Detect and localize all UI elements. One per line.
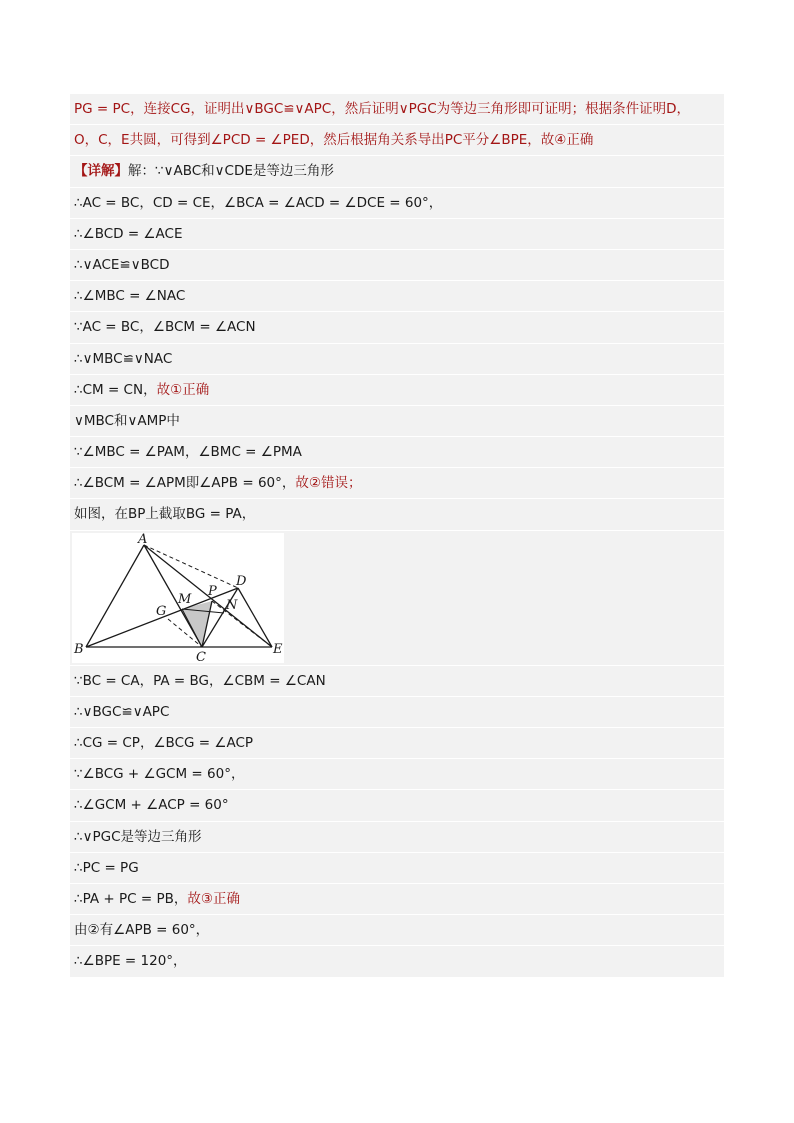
solution-line-l4 xyxy=(70,188,724,219)
solution-line-text: 如图，在BP上截取BG = PA， xyxy=(74,506,256,523)
solution-line-l9 xyxy=(70,344,724,375)
label-G: G xyxy=(156,603,167,619)
solution-line-text: ∴∨BGC≌∨APC xyxy=(74,703,170,720)
solution-line-text: ∵∠BCG + ∠GCM = 60°， xyxy=(74,766,245,783)
conclusion-text: 故③正确 xyxy=(187,890,240,907)
geometry-figure xyxy=(72,533,284,663)
solution-lines-after-figure xyxy=(70,666,724,978)
solution-line-l7 xyxy=(70,281,724,312)
solution-line-l5 xyxy=(70,219,724,250)
solution-line-text: ∵BC = CA，PA = BG，∠CBM = ∠CAN xyxy=(74,672,326,689)
solution-line-text: ∵∠MBC = ∠PAM，∠BMC = ∠PMA xyxy=(74,444,302,461)
solution-line-l2 xyxy=(70,125,724,156)
solution-line-text: ∴∨MBC≌∨NAC xyxy=(74,350,173,367)
solution-line-l15 xyxy=(70,666,724,697)
segment-AC xyxy=(144,545,202,647)
solution-line-text: ∴PC = PG xyxy=(74,859,139,876)
conclusion-text: 故②错误； xyxy=(295,475,362,492)
solution-line-l10 xyxy=(70,375,724,406)
solution-line-text: ∴∠GCM + ∠ACP = 60° xyxy=(74,797,229,814)
label-P: P xyxy=(208,583,217,599)
label-N: N xyxy=(226,597,238,613)
solution-line-text: ∴∠BCD = ∠ACE xyxy=(74,225,183,242)
figure-row xyxy=(70,531,724,666)
solution-line-l8 xyxy=(70,312,724,343)
solution-line-l11 xyxy=(70,406,724,437)
solution-line-text: ∴AC = BC，CD = CE，∠BCA = ∠ACD = ∠DCE = 60°， xyxy=(74,194,443,211)
solution-line-text: ∴∠BCM = ∠APM即∠APB = 60°， xyxy=(74,475,296,492)
solution-line-l24 xyxy=(70,946,724,977)
solution-line-text: ∵AC = BC，∠BCM = ∠ACN xyxy=(74,319,256,336)
conclusion-text: 故①正确 xyxy=(156,381,210,398)
label-D: D xyxy=(236,573,247,589)
detail-tag: 【详解】 xyxy=(74,163,128,180)
segment-AB xyxy=(86,545,144,647)
solution-line-text: 解：∵∨ABC和∨CDE是等边三角形 xyxy=(128,163,334,180)
solution-line-l16 xyxy=(70,697,724,728)
solution-line-l6 xyxy=(70,250,724,281)
label-M: M xyxy=(178,591,192,607)
solution-line-text: PG = PC，连接CG，证明出∨BGC≌∨APC，然后证明∨PGC为等边三角形即可证明；根据条件证明D， xyxy=(74,101,691,117)
segment-DE xyxy=(238,588,272,647)
solution-line-text: ∴∨PGC是等边三角形 xyxy=(74,828,202,845)
solution-line-text: ∴CM = CN， xyxy=(74,381,157,398)
solution-line-l18 xyxy=(70,759,724,790)
solution-line-text: O，C，E共圆，可得到∠PCD = ∠PED，然后根据角关系导出PC平分∠BPE，故④正确 xyxy=(74,132,594,149)
solution-line-text: ∴∠MBC = ∠NAC xyxy=(74,288,186,305)
dashed-PE xyxy=(212,601,272,647)
solution-content xyxy=(70,94,724,978)
solution-line-text: ∴PA + PC = PB， xyxy=(74,890,188,907)
label-B: B xyxy=(74,641,84,657)
solution-lines-before-figure xyxy=(70,94,724,531)
solution-line-text: 由②有∠APB = 60°， xyxy=(74,922,210,939)
solution-line-l23 xyxy=(70,915,724,946)
solution-line-l19 xyxy=(70,790,724,821)
solution-line-l3 xyxy=(70,156,724,187)
solution-line-l20 xyxy=(70,822,724,853)
solution-line-text: ∨MBC和∨AMP中 xyxy=(74,412,180,429)
solution-line-l14 xyxy=(70,499,724,530)
solution-line-l17 xyxy=(70,728,724,759)
label-C: C xyxy=(196,649,206,663)
solution-line-l22 xyxy=(70,884,724,915)
solution-line-l12 xyxy=(70,437,724,468)
solution-line-l13 xyxy=(70,468,724,499)
solution-line-text: ∴∠BPE = 120°， xyxy=(74,953,187,970)
label-E: E xyxy=(273,641,283,657)
solution-line-text: ∴CG = CP，∠BCG = ∠ACP xyxy=(74,735,254,751)
dashed-AD xyxy=(144,545,238,588)
solution-line-l21 xyxy=(70,853,724,884)
label-A: A xyxy=(138,532,148,547)
solution-line-text: ∴∨ACE≌∨BCD xyxy=(74,256,170,273)
solution-line-l1 xyxy=(70,94,724,125)
